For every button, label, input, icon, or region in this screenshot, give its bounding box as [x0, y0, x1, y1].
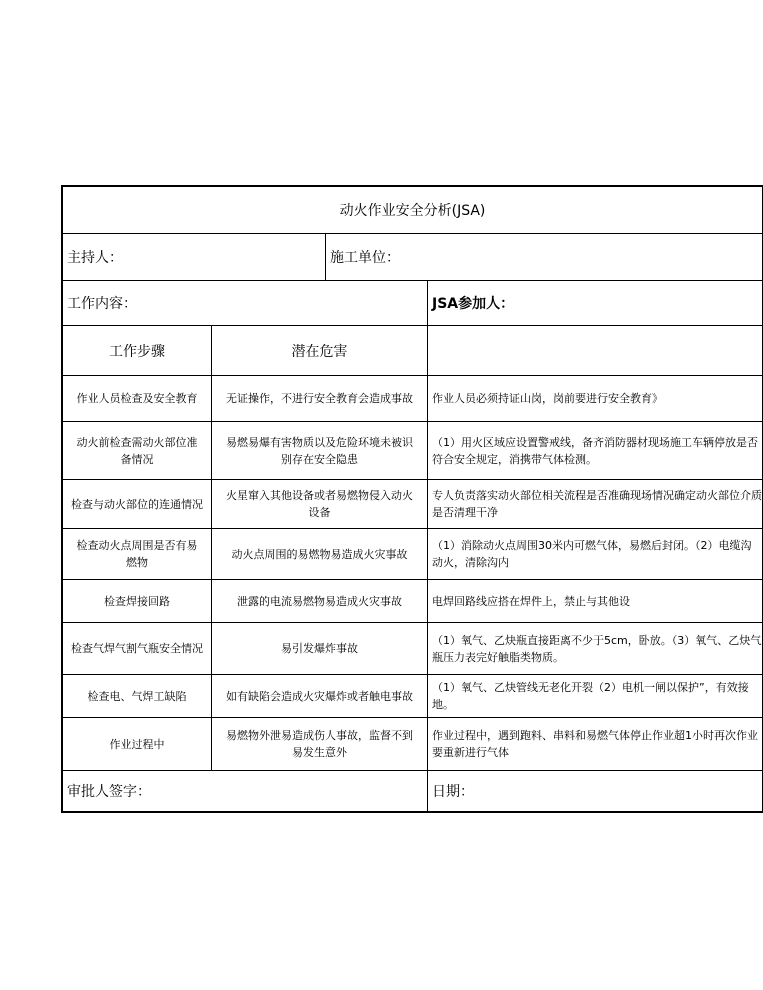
row-measure: （1）氧气、乙炔管线无老化开裂（2）电机一闸以保护”，有效接地。 [428, 675, 763, 718]
header-control-measures [428, 326, 763, 376]
work-content-label: 工作内容： [63, 281, 428, 326]
row-step: 检查动火点周围是否有易燃物 [63, 529, 212, 580]
row-step: 检查气焊气割气瓶安全情况 [63, 623, 212, 675]
approver-signature-label: 审批人签字： [63, 771, 428, 811]
row-hazard: 泄露的电流易燃物易造成火灾事故 [212, 580, 428, 623]
header-potential-hazards: 潜在危害 [212, 326, 428, 376]
host-label: 主持人： [63, 234, 326, 281]
row-hazard: 无证操作，不进行安全教育会造成事故 [212, 376, 428, 422]
row-step: 检查电、气焊工缺陷 [63, 675, 212, 718]
row-measure: 作业过程中，遇到跑料、串料和易燃气体停止作业超1小时再次作业要重新进行气体 [428, 718, 763, 771]
row-measure: （1）消除动火点周围30米内可燃气体，易燃后封闭。（2）电缆沟动火，清除沟内 [428, 529, 763, 580]
row-hazard: 动火点周围的易燃物易造成火灾事故 [212, 529, 428, 580]
form-frame [61, 185, 763, 813]
row-step: 作业过程中 [63, 718, 212, 771]
row-measure: 作业人员必须持证山岗，岗前要进行安全教育》 [428, 376, 763, 422]
row-step: 动火前检查需动火部位准备情况 [63, 422, 212, 480]
row-hazard: 火星窜入其他设备或者易燃物侵入动火设备 [212, 480, 428, 529]
row-step: 检查焊接回路 [63, 580, 212, 623]
construction-unit-label: 施工单位： [326, 234, 763, 281]
row-step: 作业人员检查及安全教育 [63, 376, 212, 422]
row-hazard: 易燃物外泄易造成伤人事故，监督不到易发生意外 [212, 718, 428, 771]
row-hazard: 易引发爆炸事故 [212, 623, 428, 675]
row-measure: 专人负责落实动火部位相关流程是否准确现场情况确定动火部位介质是否清理干净 [428, 480, 763, 529]
jsa-form [61, 185, 762, 811]
row-measure: 电焊回路线应搭在焊件上，禁止与其他设 [428, 580, 763, 623]
row-hazard: 如有缺陷会造成火灾爆炸或者触电事故 [212, 675, 428, 718]
row-step: 检查与动火部位的连通情况 [63, 480, 212, 529]
jsa-participants-label: JSA参加人： [428, 281, 763, 326]
row-hazard: 易燃易爆有害物质以及危险环境未被识别存在安全隐患 [212, 422, 428, 480]
row-measure: （1）氧气、乙炔瓶直接距离不少于5cm，卧放。（3）氧气、乙炔气瓶压力表完好触脂类物质。 [428, 623, 763, 675]
date-label: 日期： [428, 771, 763, 811]
form-title: 动火作业安全分析(JSA) [63, 187, 763, 234]
row-measure: （1）用火区域应设置警戒线，备齐消防器材现场施工车辆停放是否符合安全规定，消携带气体检测。 [428, 422, 763, 480]
header-work-steps: 工作步骤 [63, 326, 212, 376]
